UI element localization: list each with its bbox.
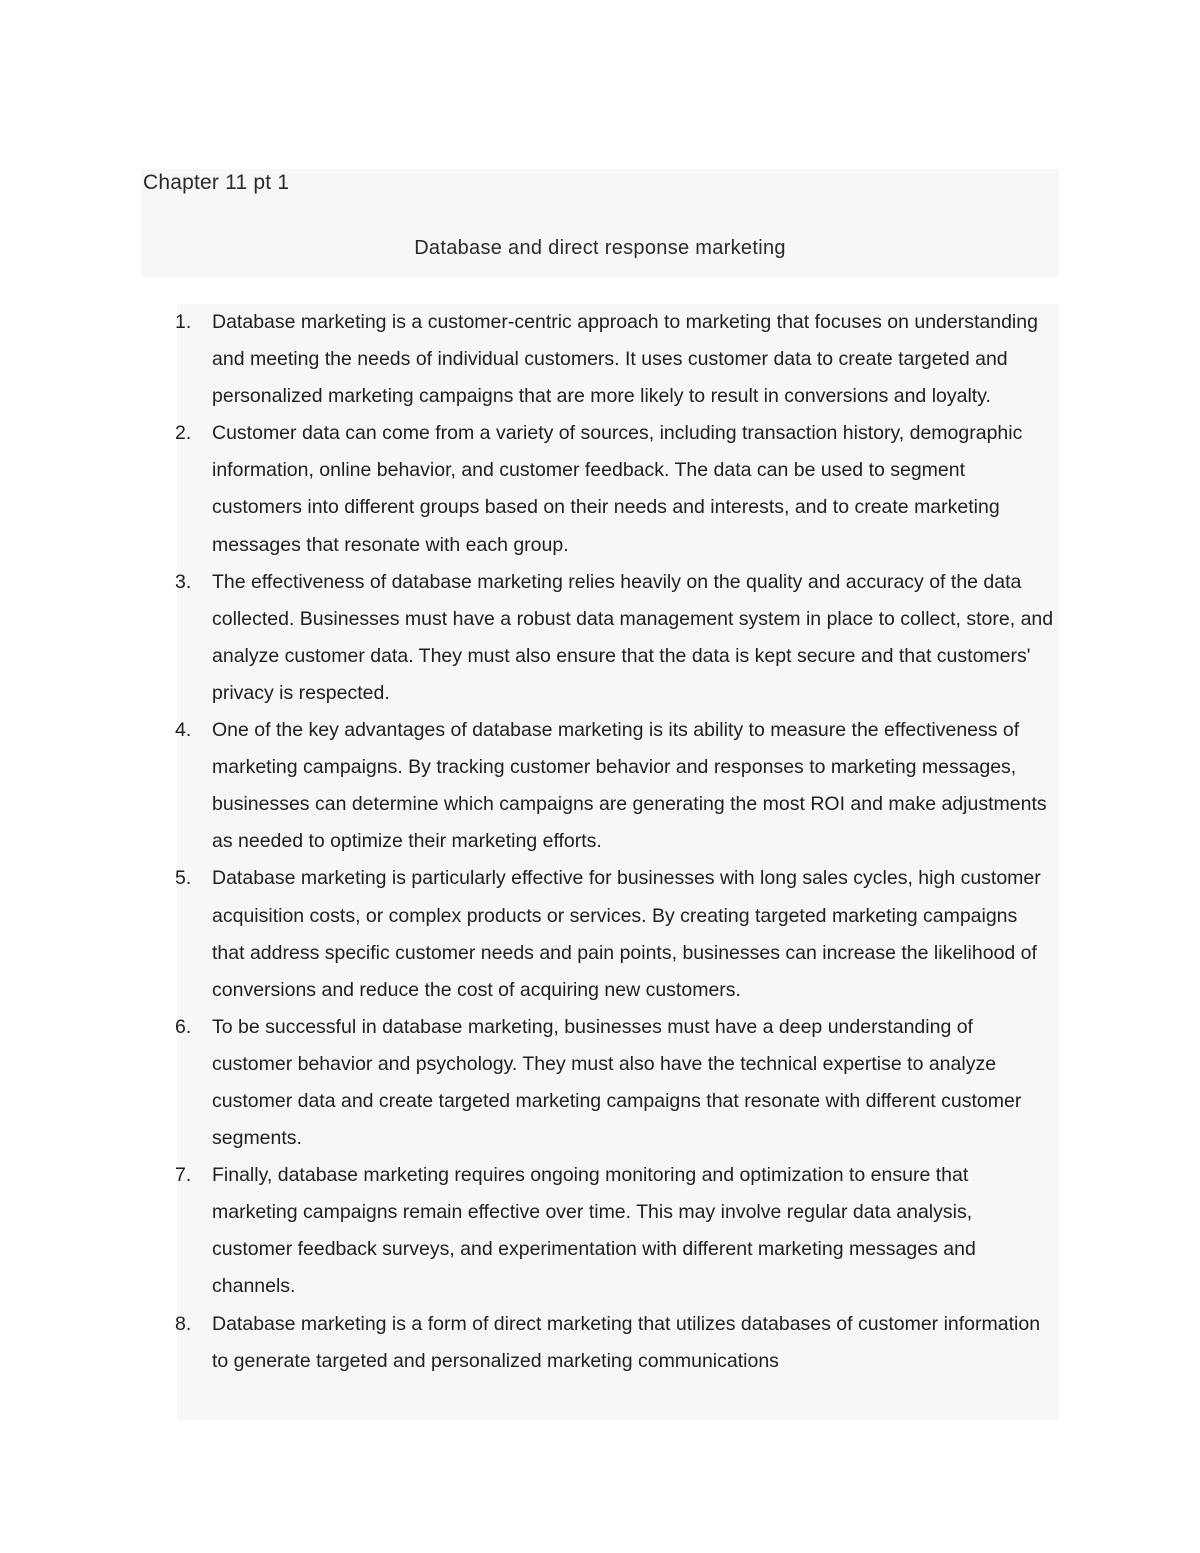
- list-item-number: 3.: [175, 570, 192, 593]
- header-block: [141, 169, 1059, 277]
- list-item-text: Database marketing is a customer-centric approach to marketing that focuses on understanding and meeting the needs of individual customers. It uses customer data to create targeted and personalized marketing campaigns that are more likely to result in conversions and loyalty.: [212, 311, 1038, 408]
- list-item: [177, 1009, 1059, 1157]
- list-item-text: Finally, database marketing requires ongoing monitoring and optimization to ensure that marketing campaigns remain effective over time. This may involve regular data analysis, customer feedback surveys, and experimentation with different marketing messages and channels.: [212, 1164, 976, 1298]
- list-item-text: Customer data can come from a variety of sources, including transaction history, demographic information, online behavior, and customer feedback. The data can be used to segment customers into different groups based on their needs and interests, and to create marketing messages that resonate with each group.: [212, 422, 1023, 556]
- list-item-text: The effectiveness of database marketing relies heavily on the quality and accuracy of the data collected. Businesses must have a robust data management system in place to collect, store, and analyze customer data. They must also ensure that the data is kept secure and that customers' privacy is respected.: [212, 570, 1054, 704]
- section-title: Database and direct response marketing: [414, 237, 786, 259]
- list-item-number: 5.: [175, 867, 192, 890]
- list-item-text: One of the key advantages of database marketing is its ability to measure the effectiveness of marketing campaigns. By tracking customer behavior and responses to marketing messages, businesses can determine which campaigns are generating the most ROI and make adjustments as needed to optimize their marketing efforts.: [212, 719, 1047, 853]
- list-item-number: 7.: [175, 1164, 192, 1187]
- list-item: [177, 304, 1059, 415]
- points-list-block: [177, 304, 1059, 1420]
- list-item-text: Database marketing is a form of direct marketing that utilizes databases of customer information to generate targeted and personalized marketing communications: [212, 1312, 1041, 1372]
- list-item: [177, 564, 1059, 712]
- list-item-number: 4.: [175, 719, 192, 742]
- list-item-number: 6.: [175, 1015, 192, 1038]
- list-item-number: 2.: [175, 422, 192, 445]
- list-item: [177, 860, 1059, 1008]
- list-item-number: 8.: [175, 1312, 192, 1335]
- list-item: [177, 415, 1059, 563]
- list-item-text: To be successful in database marketing, businesses must have a deep understanding of customer behavior and psychology. They must also have the technical expertise to analyze customer data and create targeted marketing campaigns that resonate with different customer segments.: [212, 1015, 1022, 1150]
- list-item-number: 1.: [175, 311, 192, 333]
- list-item-text: Database marketing is particularly effective for businesses with long sales cycles, high customer acquisition costs, or complex products or services. By creating targeted marketing campaigns that address specific customer needs and pain points, businesses can increase the likelihood of conversions and reduce the cost of acquiring new customers.: [212, 867, 1041, 1001]
- points-list: [177, 304, 1059, 1380]
- chapter-title: Chapter 11 pt 1: [143, 171, 290, 194]
- list-item: [177, 712, 1059, 860]
- list-item: [177, 1157, 1059, 1305]
- list-item: [177, 1306, 1059, 1380]
